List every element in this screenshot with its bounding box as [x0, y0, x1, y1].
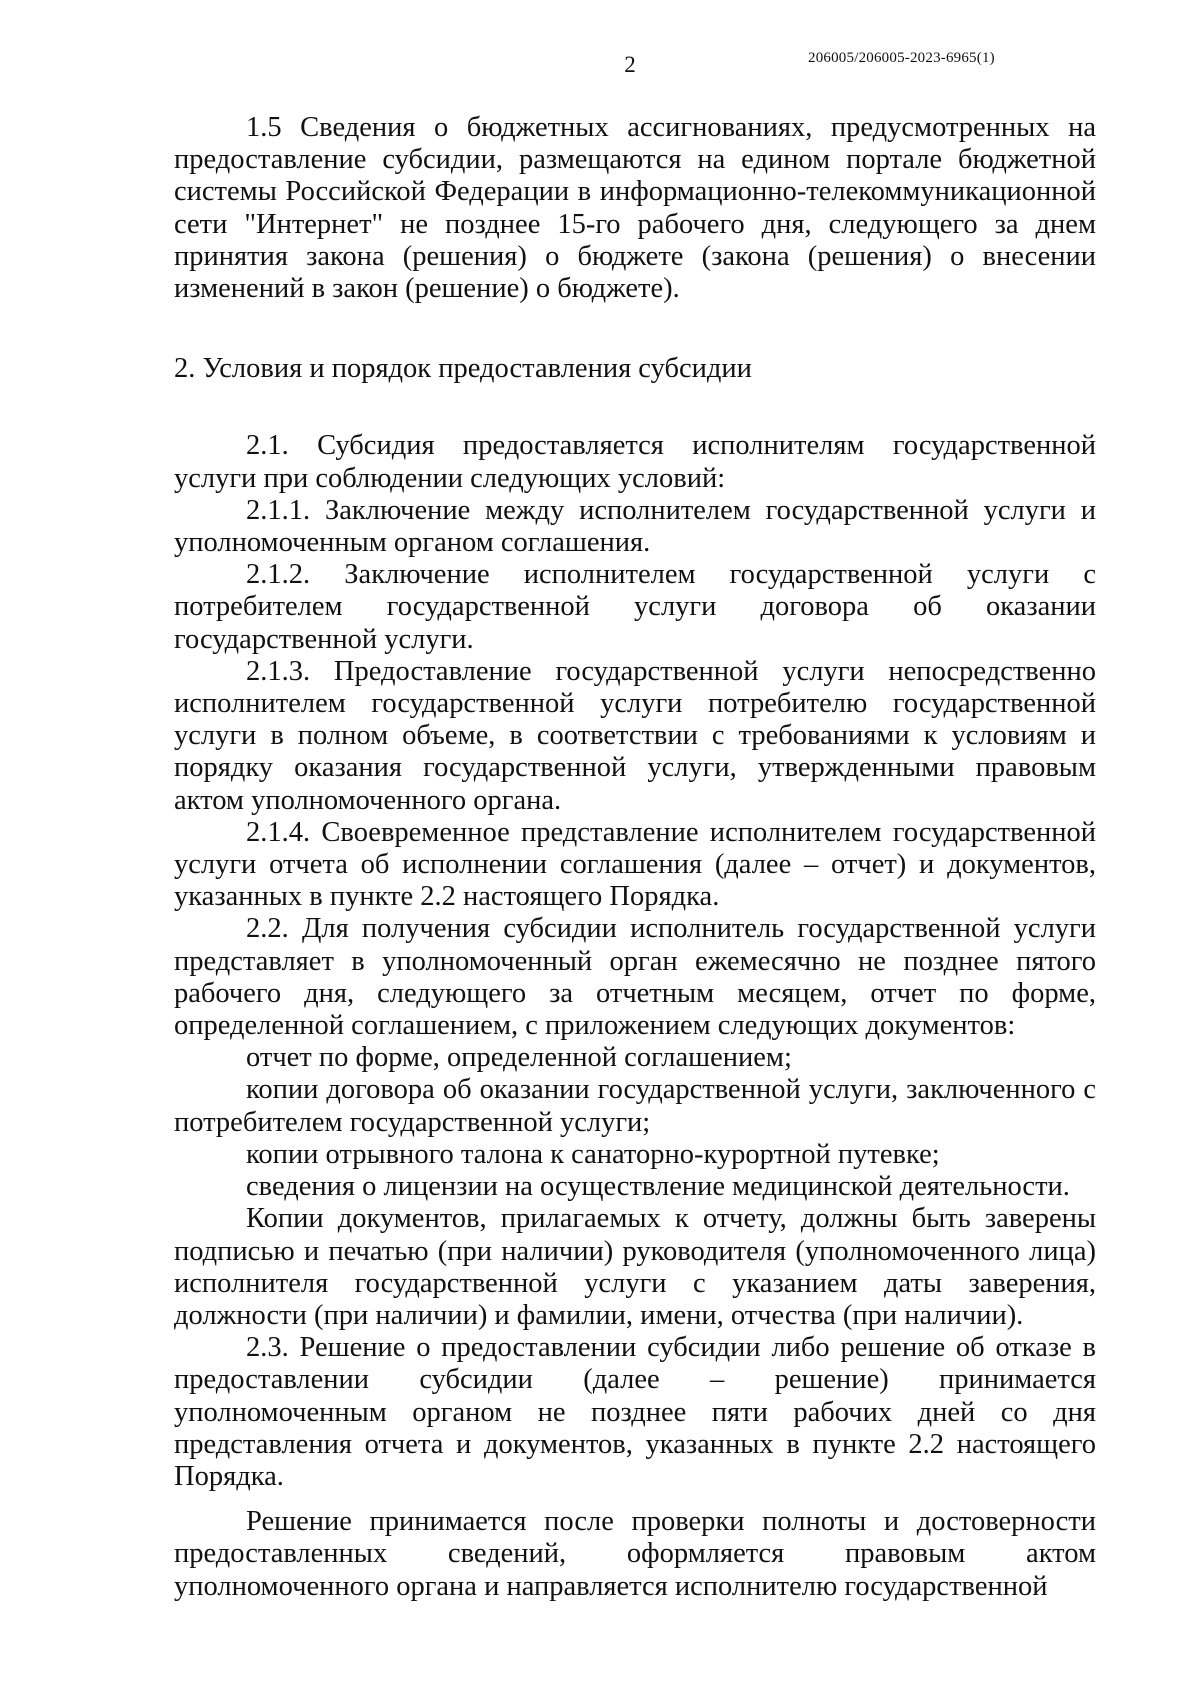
paragraph-2-1: 2.1. Субсидия предоставляется исполнителям государственной услуги при соблюдении следующих условий: [174, 430, 1096, 494]
document-body [174, 112, 1096, 1603]
paragraph-2-3: 2.3. Решение о предоставлении субсидии либо решение об отказе в предоставлении субсидии (далее – решение) принимается уполномоченным органом не позднее пяти рабочих дней со дня представления отчета и документов, указанных в пункте 2.2 настоящего Порядка. [174, 1332, 1096, 1492]
paragraph-2-1-4: 2.1.4. Своевременное представление исполнителем государственной услуги отчета об исполнении соглашения (далее – отчет) и документов, указанных в пункте 2.2 настоящего Порядка. [174, 816, 1096, 913]
list-item: сведения о лицензии на осуществление медицинской деятельности. [246, 1171, 1070, 1203]
paragraph-1-5: 1.5 Сведения о бюджетных ассигнованиях, предусмотренных на предоставление субсидии, размещаются на едином портале бюджетной системы Российской Федерации в информационно-телекоммуникационной сети "Интернет" не позднее 15-го рабочего дня, следующего за днем принятия закона (решения) о бюджете (закона (решения) о внесении изменений в закон (решение) о бюджете). [174, 112, 1096, 305]
document-id: 206005/206005-2023-6965(1) [808, 50, 995, 66]
paragraph-2-2: 2.2. Для получения субсидии исполнитель государственной услуги представляет в уполномоченный орган ежемесячно не позднее пятого рабочего дня, следующего за отчетным месяцем, отчет по форме, определенной соглашением, с приложением следующих документов: [174, 913, 1096, 1042]
list-item: отчет по форме, определенной соглашением; [246, 1042, 792, 1074]
paragraph-2-1-2: 2.1.2. Заключение исполнителем государственной услуги с потребителем государственной услуги договора об оказании государственной услуги. [174, 559, 1096, 655]
paragraph-copies: Копии документов, прилагаемых к отчету, должны быть заверены подписью и печатью (при наличии) руководителя (уполномоченного лица) исполнителя государственной услуги с указанием даты заверения, должности (при наличии) и фамилии, имени, отчества (при наличии). [174, 1203, 1096, 1331]
section-2-heading: 2. Условия и порядок предоставления субсидии [174, 353, 752, 385]
list-item: копии отрывного талона к санаторно-курортной путевке; [246, 1138, 940, 1170]
page-number: 2 [624, 52, 636, 77]
paragraph-decision: Решение принимается после проверки полноты и достоверности предоставленных сведений, оформляется правовым актом уполномоченного органа и направляется исполнителю государственной [174, 1506, 1096, 1602]
paragraph-2-1-1: 2.1.1. Заключение между исполнителем государственной услуги и уполномоченным органом соглашения. [174, 494, 1096, 559]
list-item: копии договора об оказании государственной услуги, заключенного с потребителем государственной услуги; [174, 1074, 1096, 1138]
paragraph-2-1-3: 2.1.3. Предоставление государственной услуги непосредственно исполнителем государственной услуги потребителю государственной услуги в полном объеме, в соответствии с требованиями к условиям и порядку оказания государственной услуги, утвержденными правовым актом уполномоченного органа. [174, 655, 1096, 816]
